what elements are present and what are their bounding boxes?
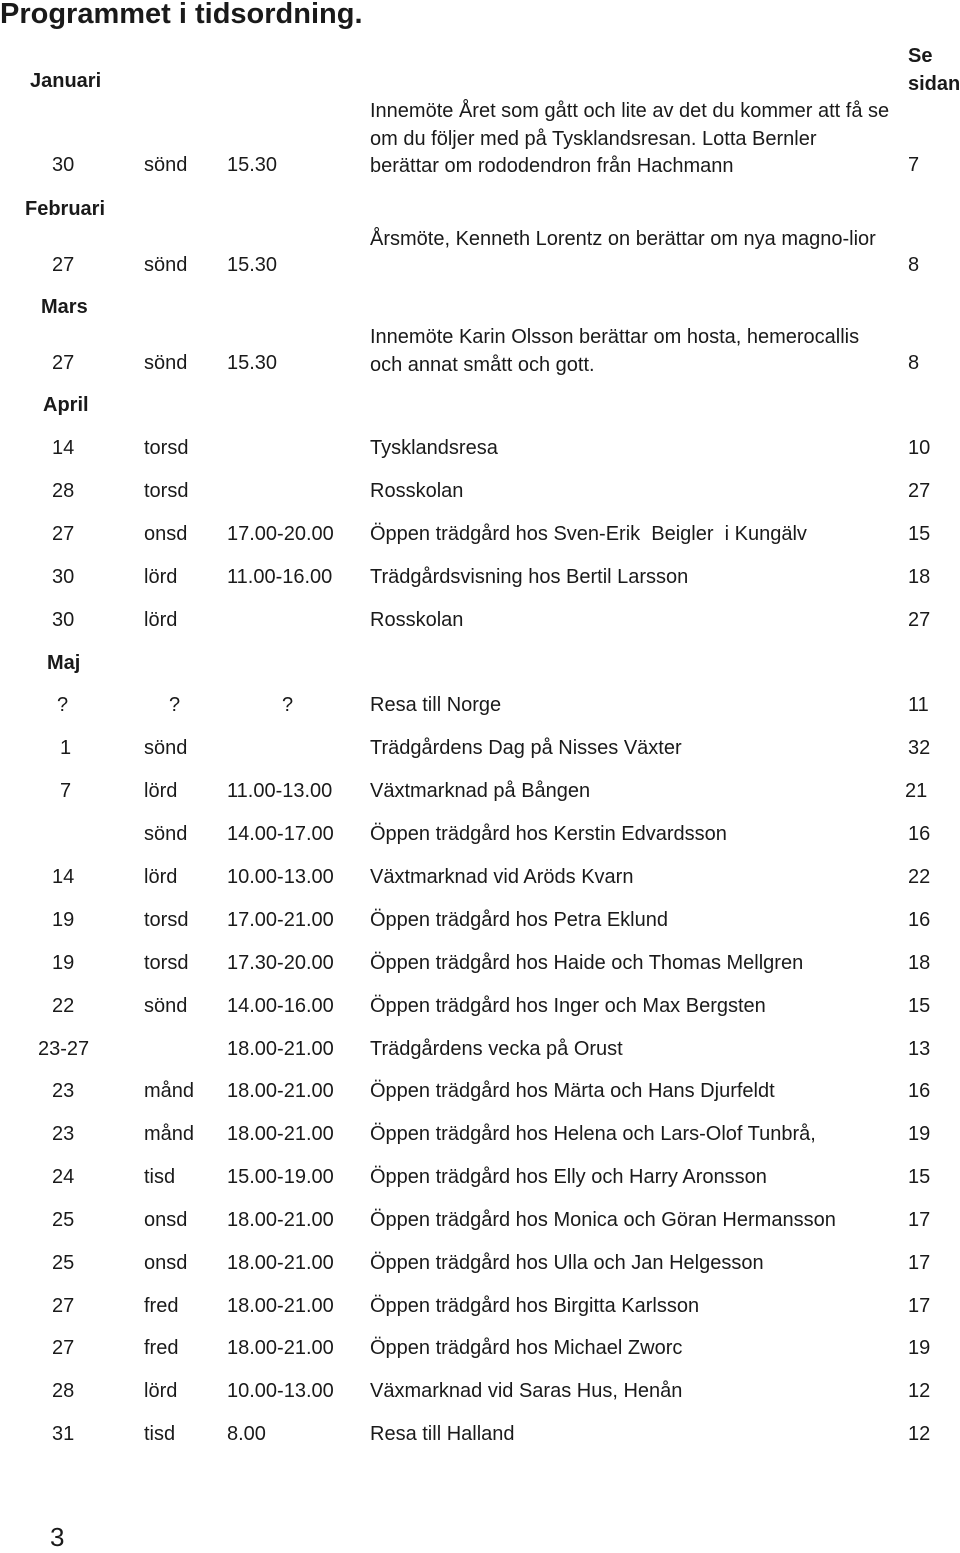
event-weekday: lörd: [144, 566, 178, 588]
event-day: 19: [52, 952, 75, 974]
event-page: 15: [908, 995, 931, 1017]
event-weekday: onsd: [144, 523, 188, 545]
event-weekday: månd: [144, 1080, 195, 1102]
event-weekday: lörd: [144, 609, 178, 631]
event-weekday: sönd: [144, 995, 188, 1017]
event-time: 15.30: [227, 352, 278, 374]
event-time: 15.30: [227, 154, 278, 176]
event-weekday: fred: [144, 1295, 179, 1317]
event-weekday: torsd: [144, 437, 189, 459]
event-weekday: tisd: [144, 1166, 176, 1188]
event-row: [0, 1038, 960, 1066]
event-row: [0, 1423, 960, 1451]
event-description: Trädgårdens vecka på Orust: [370, 1038, 623, 1060]
event-row: [0, 1380, 960, 1408]
event-description: Öppen trädgård hos Elly och Harry Aronsson: [370, 1166, 767, 1188]
event-time: 17.00-20.00: [227, 523, 334, 545]
event-time: 14.00-16.00: [227, 995, 334, 1017]
event-row: [0, 823, 960, 851]
event-day: 23: [52, 1123, 75, 1145]
event-description: Rosskolan: [370, 609, 464, 631]
event-day: 31: [52, 1423, 75, 1445]
event-page: 15: [908, 523, 931, 545]
event-row: [0, 480, 960, 508]
event-row: [0, 1209, 960, 1237]
event-page: 16: [908, 909, 931, 931]
event-row: [0, 609, 960, 637]
event-day: 30: [52, 609, 75, 631]
event-row: [0, 737, 960, 765]
event-time: 17.30-20.00: [227, 952, 334, 974]
event-time: 10.00-13.00: [227, 1380, 334, 1402]
event-description: Växtmarknad vid Aröds Kvarn: [370, 866, 634, 888]
month-february: Februari: [25, 198, 106, 220]
event-day: 27: [52, 1337, 75, 1359]
event-row: [0, 1252, 960, 1280]
event-description: Årsmöte, Kenneth Lorentz on berättar om nya magno-lior: [370, 228, 876, 250]
event-day: 25: [52, 1252, 75, 1274]
event-description: Öppen trädgård hos Petra Eklund: [370, 909, 668, 931]
event-row: [0, 1123, 960, 1151]
event-day: 27: [52, 523, 75, 545]
page-ref-header-text: Se sidan: [908, 45, 960, 95]
event-weekday: sönd: [144, 352, 188, 374]
event-description: Rosskolan: [370, 480, 464, 502]
event-time: 18.00-21.00: [227, 1337, 334, 1359]
event-time: 18.00-21.00: [227, 1252, 334, 1274]
event-time: 18.00-21.00: [227, 1295, 334, 1317]
event-weekday: onsd: [144, 1209, 188, 1231]
event-weekday: lörd: [144, 780, 178, 802]
event-weekday: fred: [144, 1337, 179, 1359]
event-description: Innemöte Året som gått och lite av det du kommer att få se om du följer med på Tysklandsresan. Lotta Bernler berättar om rododendron från Hachmann: [370, 100, 890, 177]
event-page: 19: [908, 1337, 931, 1359]
event-description: Växmarknad vid Saras Hus, Henån: [370, 1380, 683, 1402]
event-description: Öppen trädgård hos Birgitta Karlsson: [370, 1295, 700, 1317]
event-time: 18.00-21.00: [227, 1080, 334, 1102]
event-page: 18: [908, 952, 931, 974]
event-description: Öppen trädgård hos Inger och Max Bergsten: [370, 995, 766, 1017]
event-time: 11.00-16.00: [227, 566, 333, 588]
event-page: 12: [908, 1423, 931, 1445]
event-weekday: ?: [169, 694, 181, 716]
month-march: Mars: [41, 296, 88, 318]
event-description: Öppen trädgård hos Kerstin Edvardsson: [370, 823, 727, 845]
event-row: [0, 952, 960, 980]
month-january: Januari: [30, 70, 102, 92]
event-description: Öppen trädgård hos Märta och Hans Djurfeldt: [370, 1080, 775, 1102]
event-day: 14: [52, 866, 75, 888]
event-row: [0, 694, 960, 722]
event-weekday: sönd: [144, 823, 188, 845]
event-time: 18.00-21.00: [227, 1038, 334, 1060]
event-day: ?: [57, 694, 69, 716]
event-page: 10: [908, 437, 931, 459]
event-description: Öppen trädgård hos Michael Zworc: [370, 1337, 683, 1359]
event-weekday: månd: [144, 1123, 195, 1145]
event-description: Öppen trädgård hos Sven-Erik Beigler i Kungälv: [370, 523, 807, 545]
event-page: 8: [908, 254, 920, 276]
event-page: 22: [908, 866, 931, 888]
event-time: 8.00: [227, 1423, 266, 1445]
event-time: 18.00-21.00: [227, 1123, 334, 1145]
event-day: 27: [52, 1295, 75, 1317]
event-day: 27: [52, 254, 75, 276]
event-description: Öppen trädgård hos Helena och Lars-Olof Tunbrå,: [370, 1123, 816, 1145]
event-page: 12: [908, 1380, 931, 1402]
event-row-jan-30: [0, 98, 960, 182]
event-row: [0, 780, 960, 808]
event-day: 22: [52, 995, 75, 1017]
event-description: Resa till Norge: [370, 694, 502, 716]
event-row: [0, 995, 960, 1023]
event-weekday: sönd: [144, 254, 188, 276]
event-page: 27: [908, 609, 931, 631]
event-time: 15.00-19.00: [227, 1166, 334, 1188]
event-time: 18.00-21.00: [227, 1209, 334, 1231]
event-weekday: torsd: [144, 909, 189, 931]
event-row: [0, 437, 960, 465]
month-april: April: [43, 394, 89, 416]
event-row-mar-27: [0, 324, 960, 380]
event-weekday: lörd: [144, 1380, 178, 1402]
event-day: 14: [52, 437, 75, 459]
event-row-feb-27: [0, 226, 960, 282]
event-page: 8: [908, 352, 920, 374]
event-page: 16: [908, 1080, 931, 1102]
event-weekday: sönd: [144, 154, 188, 176]
event-row: [0, 1080, 960, 1108]
event-time: 17.00-21.00: [227, 909, 334, 931]
event-description: Tysklandsresa: [370, 437, 498, 459]
event-page: 27: [908, 480, 931, 502]
event-page: 21: [905, 780, 928, 802]
event-page: 11: [908, 694, 929, 716]
event-time: 15.30: [227, 254, 278, 276]
event-day: 1: [60, 737, 72, 759]
event-day: 25: [52, 1209, 75, 1231]
event-description: Trädgårdens Dag på Nisses Växter: [370, 737, 682, 759]
event-page: 18: [908, 566, 931, 588]
month-may: Maj: [47, 652, 81, 674]
event-page: 13: [908, 1038, 931, 1060]
event-description: Trädgårdsvisning hos Bertil Larsson: [370, 566, 689, 588]
event-weekday: onsd: [144, 1252, 188, 1274]
event-row: [0, 1166, 960, 1194]
event-row: [0, 523, 960, 551]
event-day: 27: [52, 352, 75, 374]
event-day: 28: [52, 480, 75, 502]
event-row: [0, 1295, 960, 1323]
event-time: ?: [282, 694, 294, 716]
event-page: 15: [908, 1166, 931, 1188]
event-time: 11.00-13.00: [227, 780, 333, 802]
event-page: 19: [908, 1123, 931, 1145]
event-row: [0, 866, 960, 894]
event-page: 32: [908, 737, 931, 759]
event-description: Öppen trädgård hos Haide och Thomas Mellgren: [370, 952, 804, 974]
event-day: 30: [52, 566, 75, 588]
event-weekday: tisd: [144, 1423, 176, 1445]
event-day: 7: [60, 780, 72, 802]
event-day: 24: [52, 1166, 75, 1188]
event-weekday: torsd: [144, 952, 189, 974]
page-title: Programmet i tidsordning.: [0, 0, 363, 30]
event-row: [0, 909, 960, 937]
event-page: 16: [908, 823, 931, 845]
event-day: 23: [52, 1080, 75, 1102]
event-description: Öppen trädgård hos Monica och Göran Hermansson: [370, 1209, 836, 1231]
event-description: Innemöte Karin Olsson berättar om hosta, hemerocallis och annat smått och gott.: [370, 326, 860, 376]
event-weekday: sönd: [144, 737, 188, 759]
event-page: 17: [908, 1252, 931, 1274]
event-row: [0, 1337, 960, 1365]
event-page: 17: [908, 1295, 931, 1317]
event-description: Resa till Halland: [370, 1423, 515, 1445]
event-weekday: lörd: [144, 866, 178, 888]
page-number: 3: [50, 1522, 65, 1552]
page-ref-header: [908, 42, 960, 98]
event-day: 30: [52, 154, 75, 176]
event-description: Växtmarknad på Bången: [370, 780, 591, 802]
event-description: Öppen trädgård hos Ulla och Jan Helgesson: [370, 1252, 764, 1274]
event-time: 14.00-17.00: [227, 823, 334, 845]
event-weekday: torsd: [144, 480, 189, 502]
event-page: 7: [908, 154, 920, 176]
event-page: 17: [908, 1209, 931, 1231]
event-day: 23-27: [38, 1038, 90, 1060]
event-row: [0, 566, 960, 594]
event-day: 19: [52, 909, 75, 931]
event-time: 10.00-13.00: [227, 866, 334, 888]
event-day: 28: [52, 1380, 75, 1402]
